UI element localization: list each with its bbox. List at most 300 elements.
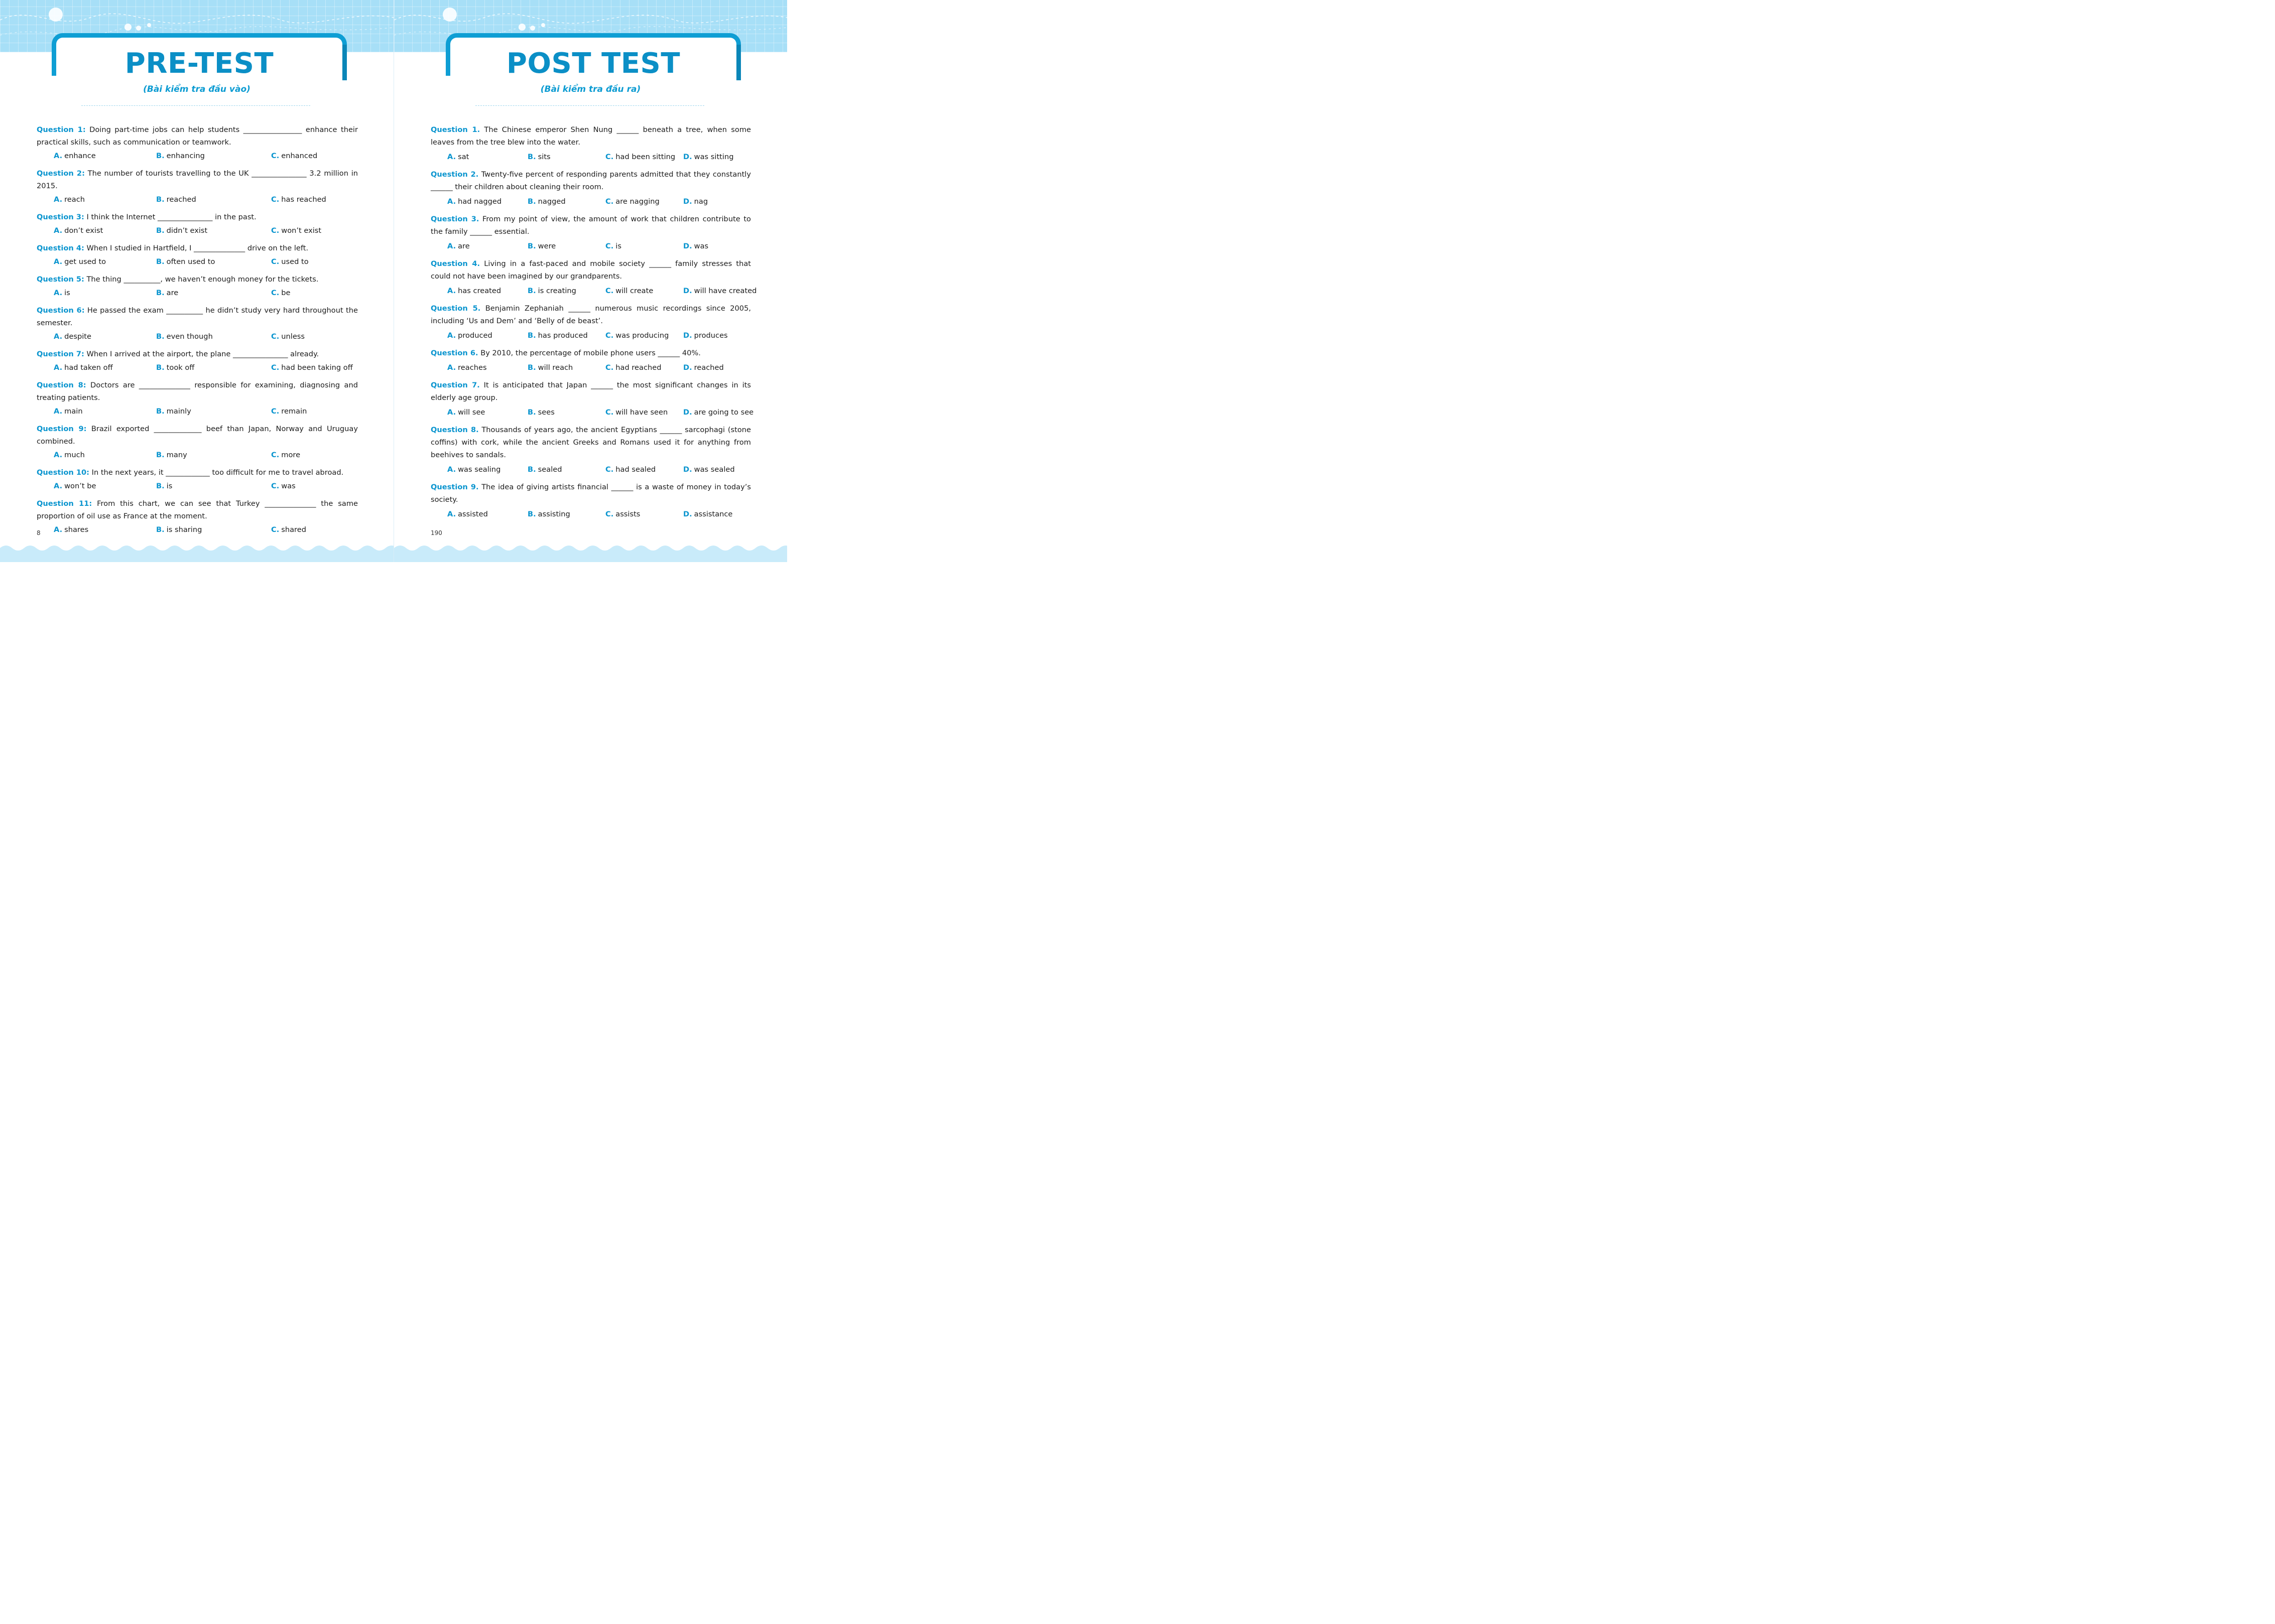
question-label: Question 9. — [431, 483, 479, 491]
question-list — [431, 123, 757, 525]
answer-options — [431, 508, 751, 520]
answer-option — [447, 151, 469, 163]
answer-option — [54, 193, 85, 206]
option-text: had nagged — [458, 197, 502, 206]
answer-options — [37, 480, 358, 492]
option-text: used to — [281, 257, 309, 266]
option-letter: C. — [271, 152, 280, 160]
option-letter: D. — [683, 287, 692, 295]
question-body: I think the Internet _______________ in the past. — [86, 213, 257, 221]
answer-option — [683, 240, 708, 252]
option-letter: A. — [54, 152, 63, 160]
option-text: enhanced — [281, 152, 318, 160]
option-text: was sitting — [694, 153, 734, 161]
option-letter: C. — [271, 289, 280, 297]
answer-option — [54, 405, 83, 418]
answer-option — [528, 329, 588, 342]
answer-option — [447, 508, 488, 520]
question-label: Question 5: — [37, 275, 84, 284]
option-text: don’t exist — [64, 226, 103, 235]
option-text: are — [458, 242, 470, 250]
question-item — [431, 213, 751, 252]
question-body: The number of tourists travelling to the UK _______________ 3.2 million in 2015. — [37, 169, 358, 190]
answer-option — [683, 285, 756, 297]
option-text: will see — [458, 408, 485, 417]
question-label: Question 2: — [37, 169, 85, 178]
post-test-page — [394, 0, 787, 562]
option-text: often used to — [166, 257, 215, 266]
answer-option — [447, 285, 501, 297]
answer-option — [271, 193, 326, 206]
question-item — [431, 257, 757, 297]
page-number: 8 — [37, 529, 41, 536]
page-title: POST TEST — [506, 47, 681, 80]
question-item — [37, 379, 358, 418]
option-text: is creating — [538, 287, 576, 295]
option-letter: A. — [447, 153, 456, 161]
question-text — [37, 304, 358, 329]
question-text — [431, 347, 751, 359]
answer-options — [431, 329, 751, 342]
answer-option — [54, 330, 91, 343]
option-letter: B. — [528, 197, 536, 206]
answer-option — [54, 255, 106, 268]
option-text: nag — [694, 197, 708, 206]
option-letter: C. — [605, 408, 614, 417]
answer-option — [156, 150, 205, 162]
answer-option — [156, 480, 172, 492]
option-text: enhancing — [166, 152, 205, 160]
question-item — [431, 424, 751, 476]
option-text: assistance — [694, 510, 733, 518]
question-text — [431, 168, 751, 193]
question-text — [37, 348, 358, 360]
option-text: get used to — [64, 257, 106, 266]
option-letter: A. — [54, 407, 63, 416]
option-text: had sealed — [615, 465, 656, 474]
question-item — [37, 466, 358, 492]
question-label: Question 7: — [37, 350, 84, 358]
answer-option — [271, 523, 306, 536]
question-label: Question 2. — [431, 170, 479, 179]
option-text: was — [694, 242, 709, 250]
answer-option — [271, 287, 291, 299]
answer-option — [271, 480, 296, 492]
option-text: sealed — [538, 465, 562, 474]
option-letter: C. — [271, 195, 280, 204]
answer-option — [605, 361, 661, 374]
option-letter: B. — [156, 152, 165, 160]
option-letter: C. — [605, 510, 614, 518]
question-text — [37, 123, 358, 149]
option-text: won’t exist — [281, 226, 322, 235]
question-label: Question 11: — [37, 499, 92, 508]
option-letter: A. — [447, 510, 456, 518]
option-letter: C. — [605, 331, 614, 340]
option-letter: B. — [528, 153, 536, 161]
question-text — [37, 167, 358, 192]
question-text — [431, 302, 751, 327]
option-letter: A. — [54, 289, 63, 297]
answer-option — [271, 255, 309, 268]
answer-option — [271, 150, 317, 162]
option-text: shares — [64, 525, 89, 534]
question-label: Question 4. — [431, 259, 480, 268]
answer-option — [605, 329, 669, 342]
question-text — [431, 424, 751, 461]
question-item — [37, 423, 358, 461]
option-text: is — [615, 242, 621, 250]
page-subtitle: (Bài kiểm tra đầu vào) — [143, 84, 250, 94]
option-letter: C. — [271, 363, 280, 372]
title-tab — [446, 33, 741, 80]
option-letter: B. — [528, 287, 536, 295]
option-text: enhance — [64, 152, 96, 160]
option-text: will reach — [538, 363, 573, 372]
question-label: Question 4: — [37, 244, 84, 252]
option-letter: A. — [54, 482, 63, 490]
answer-options — [37, 287, 358, 299]
question-text — [37, 423, 358, 448]
question-body: Twenty-five percent of responding parents admitted that they constantly ______ their children about cleaning their room. — [431, 170, 751, 191]
answer-option — [156, 405, 191, 418]
option-text: is sharing — [166, 525, 202, 534]
option-letter: C. — [605, 197, 614, 206]
answer-option — [605, 406, 668, 419]
answer-options — [431, 463, 751, 476]
option-text: will have seen — [615, 408, 668, 417]
option-letter: A. — [54, 195, 63, 204]
option-text: has reached — [281, 195, 326, 204]
option-text: had been taking off — [281, 363, 353, 372]
question-body: When I arrived at the airport, the plane _______________ already. — [86, 350, 319, 358]
option-letter: C. — [271, 451, 280, 459]
answer-option — [54, 449, 85, 461]
option-letter: C. — [271, 332, 280, 341]
question-item — [37, 273, 358, 299]
question-list — [37, 123, 358, 541]
option-text: unless — [281, 332, 305, 341]
option-letter: A. — [54, 363, 63, 372]
answer-option — [271, 361, 353, 374]
answer-option — [447, 463, 500, 476]
option-text: were — [538, 242, 556, 250]
question-label: Question 1: — [37, 125, 86, 134]
page-number: 190 — [431, 529, 442, 536]
option-text: reached — [166, 195, 196, 204]
answer-options — [431, 195, 751, 208]
answer-option — [271, 449, 300, 461]
page-subtitle: (Bài kiểm tra đầu ra) — [540, 84, 641, 94]
answer-option — [54, 150, 96, 162]
option-letter: B. — [156, 482, 165, 490]
question-body: When I studied in Hartfield, I ______________ drive on the left. — [86, 244, 309, 252]
option-letter: A. — [54, 226, 63, 235]
question-text — [431, 213, 751, 238]
answer-options — [37, 449, 358, 461]
answer-options — [37, 330, 358, 343]
question-label: Question 8. — [431, 426, 479, 434]
question-label: Question 3: — [37, 213, 84, 221]
option-letter: C. — [271, 482, 280, 490]
answer-option — [156, 193, 196, 206]
option-text: nagged — [538, 197, 566, 206]
answer-option — [528, 285, 576, 297]
option-text: main — [64, 407, 83, 416]
question-item — [37, 497, 358, 536]
option-text: reached — [694, 363, 724, 372]
option-text: even though — [166, 332, 213, 341]
option-letter: D. — [683, 331, 692, 340]
page-title: PRE-TEST — [124, 47, 274, 80]
option-text: assists — [615, 510, 641, 518]
question-text — [37, 273, 358, 286]
option-text: produces — [694, 331, 728, 340]
question-body: The thing __________, we haven’t enough money for the tickets. — [86, 275, 319, 284]
option-text: has created — [458, 287, 501, 295]
question-label: Question 1. — [431, 125, 480, 134]
option-text: reach — [64, 195, 85, 204]
option-letter: B. — [156, 407, 165, 416]
answer-option — [528, 463, 562, 476]
answer-option — [683, 195, 708, 208]
answer-options — [37, 361, 358, 374]
option-letter: A. — [54, 451, 63, 459]
option-text: had reached — [615, 363, 662, 372]
question-text — [431, 123, 751, 149]
option-letter: B. — [528, 331, 536, 340]
option-letter: C. — [605, 287, 614, 295]
option-letter: B. — [528, 363, 536, 372]
answer-option — [683, 329, 728, 342]
answer-option — [683, 508, 732, 520]
option-letter: C. — [271, 407, 280, 416]
answer-option — [605, 463, 656, 476]
option-text: sat — [458, 153, 469, 161]
answer-option — [156, 287, 178, 299]
answer-option — [447, 329, 492, 342]
option-text: assisted — [458, 510, 488, 518]
option-text: are — [166, 289, 179, 297]
option-letter: A. — [447, 197, 456, 206]
answer-option — [156, 449, 187, 461]
option-letter: B. — [528, 408, 536, 417]
option-text: are going to see — [694, 408, 754, 417]
question-body: He passed the exam __________ he didn’t study very hard throughout the semester. — [37, 306, 358, 327]
answer-option — [447, 361, 487, 374]
option-text: had taken off — [64, 363, 113, 372]
option-letter: C. — [605, 363, 614, 372]
answer-option — [156, 523, 202, 536]
option-letter: C. — [605, 242, 614, 250]
option-letter: B. — [528, 465, 536, 474]
pre-test-page — [0, 0, 394, 562]
option-text: many — [166, 451, 187, 459]
option-letter: D. — [683, 408, 692, 417]
question-text — [431, 481, 751, 506]
question-body: In the next years, it ____________ too difficult for me to travel abroad. — [91, 468, 344, 477]
option-letter: A. — [447, 331, 456, 340]
divider — [475, 105, 704, 106]
answer-option — [683, 406, 753, 419]
option-letter: A. — [54, 525, 63, 534]
option-letter: B. — [156, 289, 165, 297]
answer-option — [528, 406, 555, 419]
option-letter: A. — [447, 465, 456, 474]
question-label: Question 10: — [37, 468, 89, 477]
question-text — [37, 211, 358, 223]
title-tab — [52, 33, 347, 80]
question-body: Brazil exported _____________ beef than Japan, Norway and Uruguay combined. — [37, 425, 358, 446]
answer-options — [37, 255, 358, 268]
option-letter: C. — [605, 153, 614, 161]
question-label: Question 6: — [37, 306, 85, 315]
option-text: will create — [615, 287, 654, 295]
divider — [81, 105, 310, 106]
answer-option — [156, 361, 194, 374]
option-text: had been sitting — [615, 153, 676, 161]
option-text: didn’t exist — [166, 226, 208, 235]
question-body: The idea of giving artists financial ______ is a waste of money in today’s society. — [431, 483, 751, 504]
question-label: Question 7. — [431, 381, 480, 389]
question-item — [431, 481, 751, 520]
question-body: From my point of view, the amount of work that children contribute to the family ______ essential. — [431, 215, 751, 236]
question-body: Benjamin Zephaniah ______ numerous music recordings since 2005, including ‘Us and Dem’ and ‘Belly of de beast’. — [431, 304, 751, 325]
answer-option — [271, 405, 307, 418]
question-body: From this chart, we can see that Turkey ______________ the same proportion of oil use as France at the moment. — [37, 499, 358, 520]
option-text: will have created — [694, 287, 757, 295]
question-label: Question 9: — [37, 425, 87, 433]
answer-option — [271, 224, 321, 237]
option-letter: B. — [156, 195, 165, 204]
question-item — [431, 123, 751, 163]
question-body: By 2010, the percentage of mobile phone users ______ 40%. — [480, 349, 701, 357]
question-label: Question 6. — [431, 349, 478, 357]
question-text — [37, 379, 358, 404]
answer-options — [431, 406, 754, 419]
answer-options — [37, 224, 358, 237]
option-text: be — [281, 289, 291, 297]
question-text — [431, 257, 751, 283]
question-text — [37, 242, 358, 254]
option-text: sits — [538, 153, 551, 161]
option-text: won’t be — [64, 482, 96, 490]
question-text — [431, 379, 751, 404]
option-letter: A. — [447, 408, 456, 417]
question-label: Question 5. — [431, 304, 481, 313]
option-letter: B. — [528, 510, 536, 518]
answer-option — [528, 508, 570, 520]
answer-options — [37, 150, 358, 162]
option-letter: B. — [528, 242, 536, 250]
answer-option — [156, 330, 213, 343]
answer-option — [156, 224, 207, 237]
option-letter: A. — [447, 242, 456, 250]
answer-option — [683, 463, 735, 476]
question-body: The Chinese emperor Shen Nung ______ beneath a tree, when some leaves from the tree blew into the water. — [431, 125, 751, 147]
option-text: is — [64, 289, 70, 297]
answer-options — [431, 361, 751, 374]
answer-option — [605, 240, 621, 252]
option-text: more — [281, 451, 301, 459]
question-item — [431, 379, 754, 419]
option-letter: D. — [683, 153, 692, 161]
option-text: shared — [281, 525, 306, 534]
question-item — [37, 211, 358, 237]
answer-option — [54, 480, 96, 492]
option-text: remain — [281, 407, 307, 416]
answer-option — [528, 195, 566, 208]
option-text: despite — [64, 332, 91, 341]
option-letter: D. — [683, 363, 692, 372]
option-text: was producing — [615, 331, 669, 340]
answer-options — [37, 523, 358, 536]
answer-options — [37, 405, 358, 418]
option-letter: D. — [683, 197, 692, 206]
option-text: produced — [458, 331, 492, 340]
option-letter: C. — [605, 465, 614, 474]
answer-option — [605, 285, 653, 297]
question-text — [37, 497, 358, 522]
answer-option — [54, 361, 113, 374]
option-text: took off — [166, 363, 195, 372]
answer-option — [528, 240, 556, 252]
option-letter: D. — [683, 465, 692, 474]
question-item — [37, 167, 358, 206]
option-letter: B. — [156, 363, 165, 372]
option-letter: C. — [271, 525, 280, 534]
option-text: assisting — [538, 510, 570, 518]
option-letter: A. — [447, 287, 456, 295]
answer-options — [37, 193, 358, 206]
option-letter: B. — [156, 332, 165, 341]
book-spread — [0, 0, 787, 562]
option-text: are nagging — [615, 197, 660, 206]
option-letter: C. — [271, 257, 280, 266]
question-label: Question 3. — [431, 215, 479, 223]
answer-option — [605, 151, 675, 163]
answer-option — [528, 361, 573, 374]
option-letter: B. — [156, 226, 165, 235]
answer-option — [54, 224, 103, 237]
option-letter: B. — [156, 451, 165, 459]
option-text: mainly — [166, 407, 191, 416]
answer-option — [156, 255, 215, 268]
option-text: reaches — [458, 363, 487, 372]
option-letter: A. — [447, 363, 456, 372]
answer-option — [54, 287, 70, 299]
option-text: was sealing — [458, 465, 501, 474]
answer-options — [431, 285, 757, 297]
option-letter: C. — [271, 226, 280, 235]
answer-option — [447, 195, 501, 208]
question-item — [37, 304, 358, 343]
question-item — [431, 302, 751, 342]
option-letter: D. — [683, 242, 692, 250]
answer-option — [271, 330, 305, 343]
answer-option — [683, 151, 733, 163]
question-body: It is anticipated that Japan ______ the most significant changes in its elderly age group. — [431, 381, 751, 402]
option-text: is — [166, 482, 173, 490]
question-item — [431, 168, 751, 208]
option-letter: B. — [156, 525, 165, 534]
question-body: Doing part-time jobs can help students ________________ enhance their practical skills, such as communication or teamwork. — [37, 125, 358, 147]
option-text: much — [64, 451, 85, 459]
option-letter: A. — [54, 332, 63, 341]
question-item — [37, 348, 358, 374]
answer-option — [447, 406, 485, 419]
question-item — [37, 242, 358, 268]
